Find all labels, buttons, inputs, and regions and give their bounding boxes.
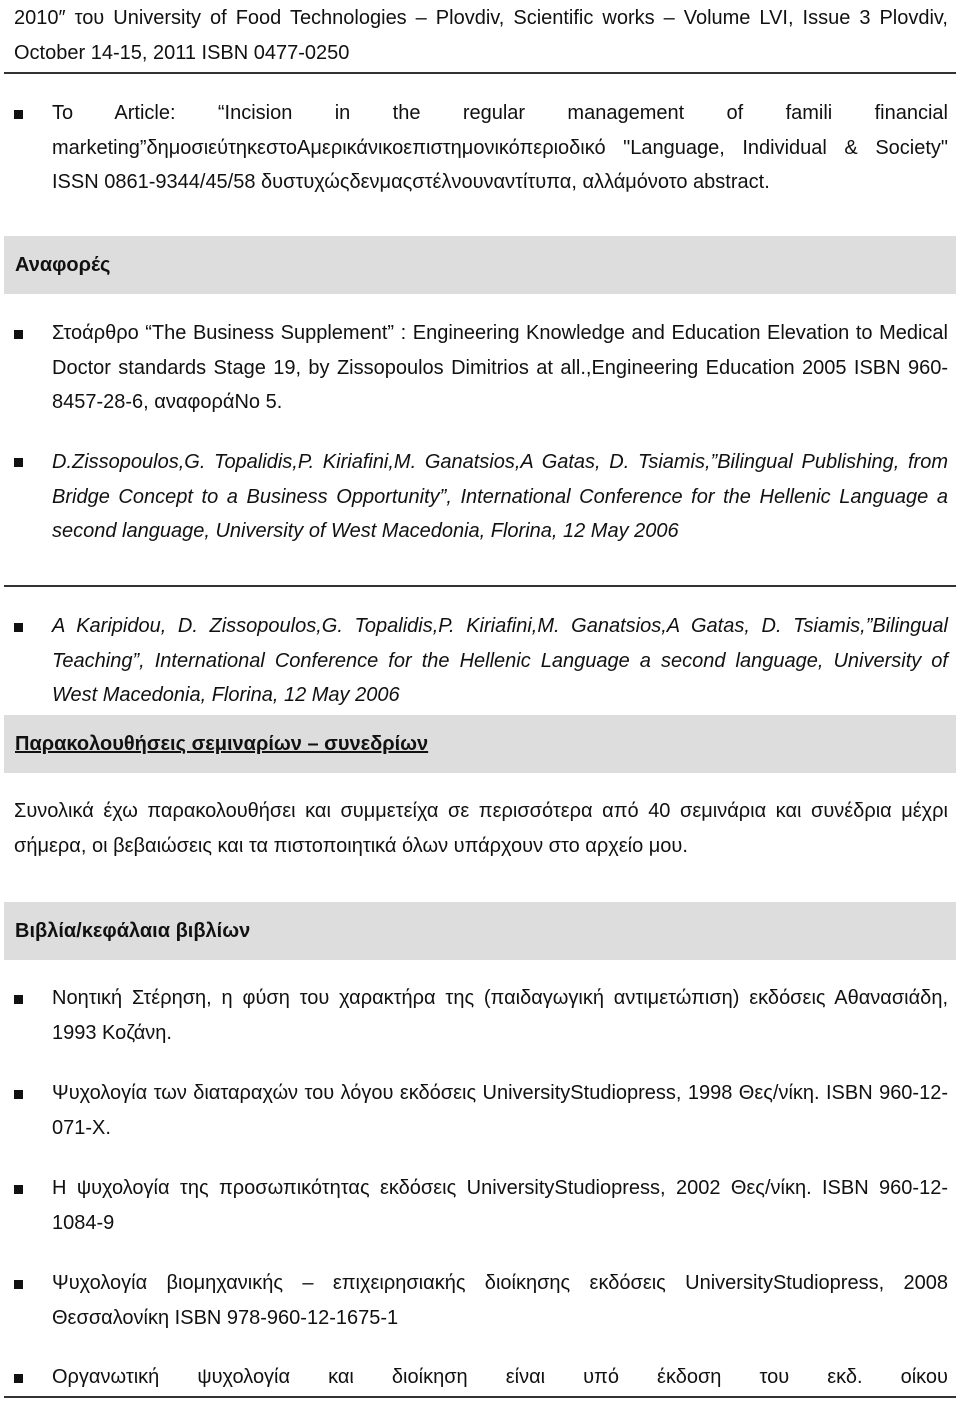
reference-item: Στοάρθρο “The Business Supplement” : Engineering Knowledge and Education Elevation to Medical Doctor standards Stage 19, by Zissopoulos Dimitrios at all.,Engineering Education 2005 ISBN 960-8457-28-6, αναφοράΝο 5. (52, 322, 948, 413)
divider (4, 585, 956, 587)
divider (4, 72, 956, 74)
book-item: Ψυχολογία των διαταραχών του λόγου εκδόσεις UniversityStudiopress, 1998 Θες/νίκη. ISBN 960-12-071-X. (52, 1082, 948, 1139)
divider (4, 1396, 956, 1398)
book-item: Οργανωτική ψυχολογία και διοίκηση είναι υπό έκδοση του εκδ. οίκου (52, 1366, 948, 1388)
book-item: Η ψυχολογία της προσωπικότητας εκδόσεις UniversityStudiopress, 2002 Θες/νίκη. ISBN 960-12-1084-9 (52, 1177, 948, 1234)
seminars-text: Συνολικά έχω παρακολουθήσει και συμμετείχα σε περισσότερα από 40 σεμινάρια και συνέδρια μέχρι σήμερα, οι βεβαιώσεις και τα πιστοποιητικά όλων υπάρχουν στο αρχείο μου. (14, 800, 948, 857)
article-note: To Article: “Incision in the regular management of famili financial marketing”δημοσιεύτηκεστοΑμερικάνικοεπιστημονικόπεριοδικό "Language, Individual & Society" ISSN 0861-9344/45/58 δυστυχώςδενμαςστέλνουναντίτυπα, αλλάμόνοτο abstract. (52, 102, 948, 193)
bullet-icon (14, 1185, 23, 1194)
reference-item: D.Zissopoulos,G. Topalidis,P. Kiriafini,M. Ganatsios,A Gatas, D. Tsiamis,”Bilingual Publishing, from Bridge Concept to a Business Opportunity”, International Conference for the Hellenic Language a second language, University of West Macedonia, Florina, 12 May 2006 (52, 451, 948, 542)
bullet-icon (14, 623, 23, 632)
book-item: Ψυχολογία βιομηχανικής – επιχειρησιακής διοίκησης εκδόσεις UniversityStudiopress, 2008 Θεσσαλονίκη ISBN 978-960-12-1675-1 (52, 1272, 948, 1329)
bullet-icon (14, 330, 23, 339)
bullet-icon (14, 995, 23, 1004)
bullet-icon (14, 1374, 23, 1383)
reference-item: A Karipidou, D. Zissopoulos,G. Topalidis,P. Kiriafini,M. Ganatsios,A Gatas, D. Tsiamis,”Bilingual Teaching”, International Conference for the Hellenic Language a second language, University of West Macedonia, Florina, 12 May 2006 (52, 615, 948, 706)
section-heading-references (4, 236, 956, 294)
section-title: Βιβλία/κεφάλαια βιβλίων (15, 920, 251, 942)
bullet-icon (14, 458, 23, 467)
section-title: Παρακολουθήσεις σεμιναρίων – συνεδρίων (15, 733, 429, 755)
section-heading-books (4, 902, 956, 960)
header-citation: 2010″ του University of Food Technologies – Plovdiv, Scientific works – Volume LVI, Issue 3 Plovdiv, October 14-15, 2011 ISBN 0477-0250 (14, 7, 948, 64)
bullet-icon (14, 1280, 23, 1289)
section-heading-seminars (4, 715, 956, 773)
bullet-icon (14, 1090, 23, 1099)
section-title: Αναφορές (15, 254, 111, 276)
bullet-icon (14, 110, 23, 119)
book-item: Νοητική Στέρηση, η φύση του χαρακτήρα της (παιδαγωγική αντιμετώπιση) εκδόσεις Αθανασιάδη, 1993 Κοζάνη. (52, 987, 948, 1044)
